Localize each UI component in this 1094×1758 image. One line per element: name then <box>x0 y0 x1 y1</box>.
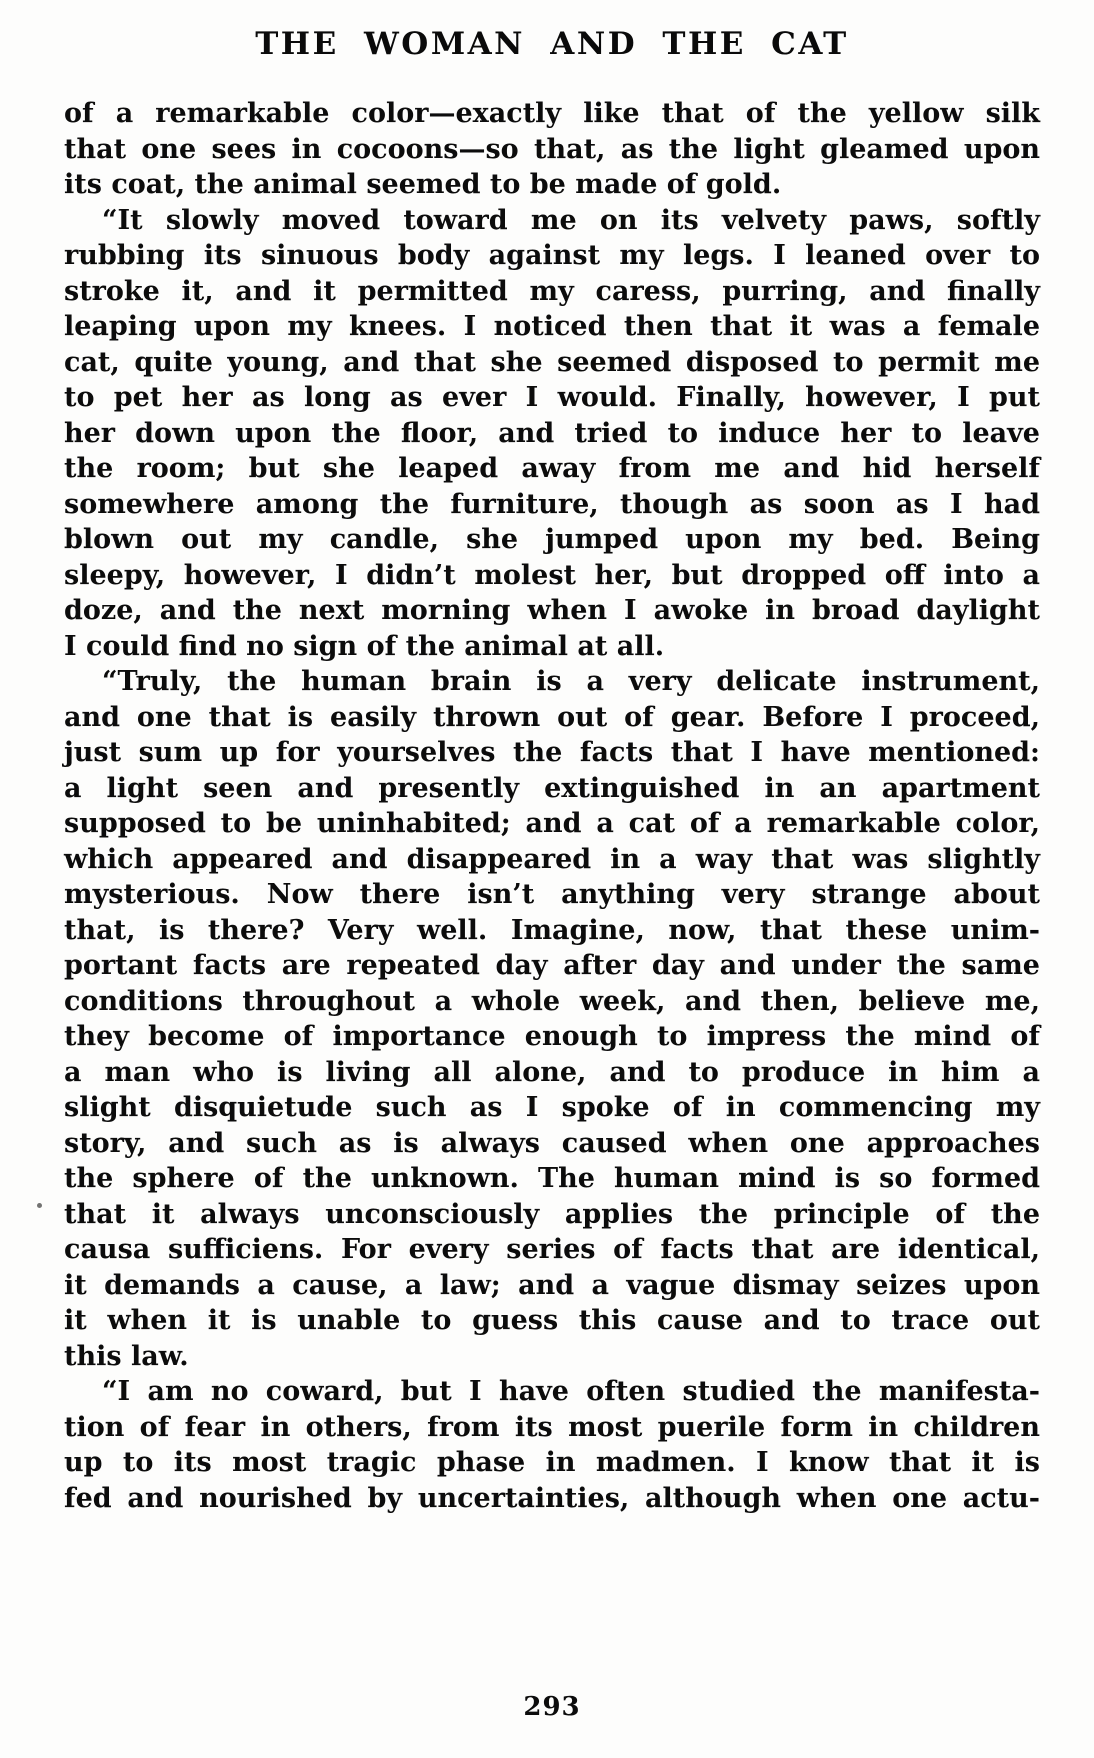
text-line: just sum up for yourselves the facts that I have mentioned: <box>64 737 1040 768</box>
text-line: causa sufficiens. For every series of facts that are identical, <box>64 1234 1040 1265</box>
body-text <box>64 96 1040 1516</box>
text-line: and one that is easily thrown out of gear. Before I proceed, <box>64 701 1040 733</box>
text-line: to pet her as long as ever I would. Finally, however, I put <box>64 382 1040 413</box>
text-line: it demands a cause, a law; and a vague dismay seizes upon <box>64 1269 1040 1301</box>
running-head-title: THE WOMAN AND THE CAT <box>255 26 849 62</box>
text-line: supposed to be uninhabited; and a cat of a remarkable color, <box>64 808 1040 839</box>
text-line: fed and nourished by uncertainties, although when one actu- <box>64 1482 1040 1514</box>
text-line: cat, quite young, and that she seemed disposed to permit me <box>64 346 1040 378</box>
ink-speck-artifact <box>37 1203 42 1208</box>
text-line: of a remarkable color—exactly like that of the yellow silk <box>64 98 1040 129</box>
text-line: that it always unconsciously applies the principle of the <box>64 1198 1040 1230</box>
text-line: rubbing its sinuous body against my legs. I leaned over to <box>64 240 1040 271</box>
text-line: the room; but she leaped away from me and hid herself <box>64 453 1040 484</box>
text-line: leaping upon my knees. I noticed then that it was a female <box>64 311 1040 342</box>
page-number: 293 <box>523 1692 581 1722</box>
text-line: stroke it, and it permitted my caress, purring, and finally <box>64 275 1040 307</box>
text-line: this law. <box>64 1340 189 1372</box>
text-line: tion of fear in others, from its most puerile form in children <box>64 1411 1040 1443</box>
text-line: sleepy, however, I didn’t molest her, but dropped off into a <box>64 559 1040 591</box>
text-line: I could find no sign of the animal at all. <box>64 630 665 662</box>
text-line: mysterious. Now there isn’t anything very strange about <box>64 879 1040 910</box>
text-line: its coat, the animal seemed to be made of gold. <box>64 169 782 200</box>
text-line: that, is there? Very well. Imagine, now, that these unim- <box>64 914 1040 946</box>
text-line: “I am no coward, but I have often studied the manifesta- <box>102 1376 1040 1407</box>
text-line: the sphere of the unknown. The human mind is so formed <box>64 1163 1040 1194</box>
text-line: a man who is living all alone, and to produce in him a <box>64 1056 1040 1088</box>
text-line: her down upon the floor, and tried to induce her to leave <box>64 417 1040 449</box>
text-line: blown out my candle, she jumped upon my bed. Being <box>64 524 1040 555</box>
text-line: conditions throughout a whole week, and then, believe me, <box>64 985 1040 1017</box>
text-line: slight disquietude such as I spoke of in commencing my <box>64 1092 1040 1123</box>
text-line: “It slowly moved toward me on its velvety paws, softly <box>102 204 1040 236</box>
text-line: story, and such as is always caused when one approaches <box>64 1127 1040 1159</box>
text-line: a light seen and presently extinguished in an apartment <box>64 772 1040 804</box>
text-line: portant facts are repeated day after day and under the same <box>64 950 1040 981</box>
text-line: that one sees in cocoons—so that, as the light gleamed upon <box>64 133 1040 165</box>
text-line: which appeared and disappeared in a way that was slightly <box>64 843 1040 875</box>
text-line: it when it is unable to guess this cause and to trace out <box>64 1305 1040 1336</box>
text-line: up to its most tragic phase in madmen. I know that it is <box>64 1447 1040 1478</box>
text-line: doze, and the next morning when I awoke in broad daylight <box>64 595 1040 626</box>
text-line: somewhere among the furniture, though as soon as I had <box>64 488 1040 520</box>
text-line: “Truly, the human brain is a very delicate instrument, <box>102 666 1040 697</box>
text-line: they become of importance enough to impress the mind of <box>64 1021 1040 1052</box>
